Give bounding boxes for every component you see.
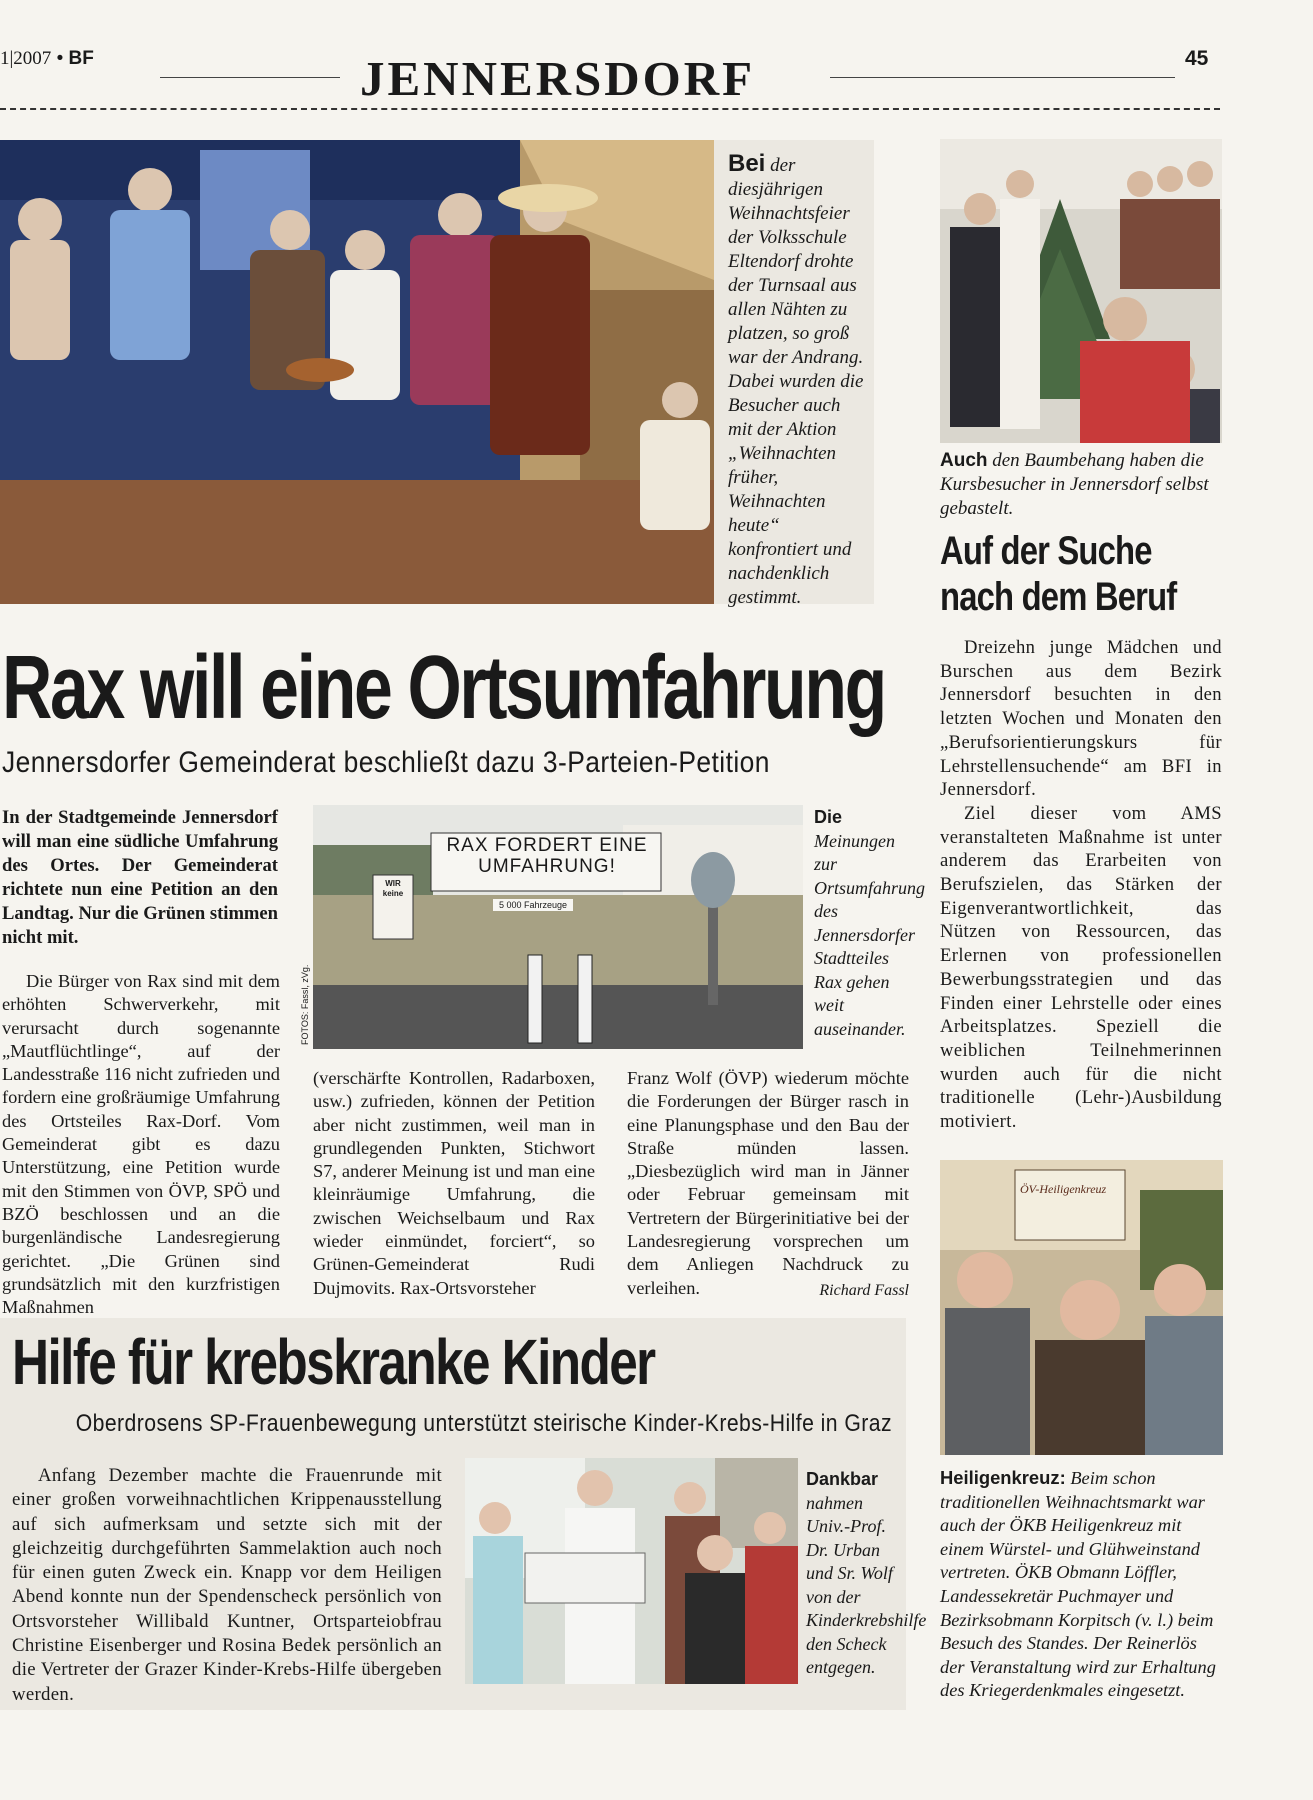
header-rule-right: [830, 77, 1175, 78]
beruf-headline: [940, 528, 1176, 620]
course-group-photo: [940, 139, 1222, 443]
caption-text: der diesjährigen Weihnachtsfeier der Volksschule Eltendorf drohte der Turnsaal aus allen Nähten zu platzen, so groß war der Andrang. Dabei wurden die Besucher auch mit der Aktion „Weihnachten früher, Weihnachten heute“ konfrontiert und nachdenklich gestimmt.: [728, 155, 864, 608]
krebs-body: Anfang Dezember machte die Frauenrunde mit einer großen vorweihnachtlichen Krippenausstellung auf sich aufmerksam und setzte sich mit der gleichzeitig durchgeführten Sammelaktion auch noch für einen guten Zweck ein. Knapp vor dem Heiligen Abend konnte nun der Spendenscheck persönlich von Ortsvorsteher Willibald Kuntner, Ortsparteiobfrau Christine Eisenberger und Rosina Bedek persönlich an die Vertreter der Grazer Kinder-Krebs-Hilfe übergeben werden.: [12, 1465, 442, 1705]
beruf-headline-line1: Auf der Suche: [940, 529, 1152, 573]
header-rule-left: [160, 77, 340, 78]
donation-photo-caption: [806, 1468, 927, 1680]
sign-main-line2: UMFAHRUNG!: [478, 856, 616, 877]
rax-lead: In der Stadtgemeinde Jennersdorf will man eine südliche Umfahrung des Ortes. Der Gemeinderat richtete nun eine Petition an den Landtag. Nur die Grünen stimmen nicht mit.: [2, 807, 279, 948]
beruf-body: [940, 636, 1222, 1134]
rax-column-2: (verschärfte Kontrollen, Radarboxen, usw.) zufrieden, können der Petition aber nicht zustimmen, weil man in grundlegenden Punkten, Stichwort S7, anderer Meinung ist und man eine kleinräumige Umfahrung, die zwischen Weichselbaum und Rax wieder einmündet, forciert“, so Grünen-Gemeinderat Rudi Dujmovits. Rax-Ortsvorsteher: [313, 1068, 595, 1298]
rax-headline: Rax will eine Ortsumfahrung: [2, 638, 885, 738]
course-caption-text: den Baumbehang haben die Kursbesucher in Jennersdorf selbst gebastelt.: [940, 450, 1209, 519]
course-group-image: [940, 139, 1222, 443]
course-photo-caption: [940, 449, 1230, 521]
donation-image: [465, 1458, 798, 1684]
caption-lead: Bei: [728, 150, 766, 177]
paper-name: BF: [68, 48, 94, 69]
christmas-play-photo: [0, 140, 714, 604]
krebs-headline: Hilfe für krebskranke Kinder: [12, 1326, 655, 1398]
heiligenkreuz-image: [940, 1160, 1223, 1455]
beruf-headline-line2: nach dem Beruf: [940, 575, 1177, 619]
donation-caption-lead: Dankbar: [806, 1469, 879, 1489]
issue-number: 1|2007: [0, 48, 52, 69]
krebs-subheadline: Oberdrosens SP-Frauenbewegung unterstützt steirische Kinder-Krebs-Hilfe in Graz: [75, 1410, 893, 1437]
krebs-box: [0, 1318, 927, 1710]
christmas-play-caption: [714, 140, 874, 608]
rax-column-3-text: Franz Wolf (ÖVP) wiederum möchte die Forderungen der Bürger rasch in eine Planungsphase und den Bau der Straße münden lassen. „Diesbezüglich wird man in Jänner oder Februar gemeinsam mit Vertretern der Bürgerinitiative bei der Landesregierung vorsprechen um dem Anliegen Nachdruck zu verleihen.: [627, 1068, 909, 1298]
heiligenkreuz-caption-text: Beim schon traditionellen Weihnachtsmarkt war auch der ÖKB Heiligenkreuz mit einem Würstel- und Glühweinstand vertreten. ÖKB Obmann Löffler, Landessekretär Puchmayer und Bezirksobmann Korpitsch (v. l.) beim Besuch des Standes. Der Reinerlös der Veranstaltung wird zur Erhaltung des Kriegerdenkmales eingesetzt.: [940, 1468, 1216, 1701]
sign-main-text: [433, 835, 661, 877]
heiligenkreuz-caption-lead: Heiligenkreuz:: [940, 1467, 1066, 1488]
sign-main-small: 5 000 Fahrzeuge: [493, 899, 573, 911]
heiligenkreuz-sign: ÖV-Heiligenkreuz: [1020, 1182, 1107, 1196]
rax-author: Richard Fassl: [819, 1281, 909, 1299]
beruf-paragraph-2: Ziel dieser vom AMS veranstalteten Maßnahme ist unter anderem das Erarbeiten von Berufszielen, das Stärken der Eigenverantwortlichkeit, das Nützen von Ressourcen, das Erlernen von professionellen Bewerbungsstrategien und das Finden einer Lehrstelle oder eines Arbeitsplatzes. Speziell die weiblichen Teilnehmerinnen wurden auch für die nicht traditionelle (Lehr-)Ausbildung motiviert.: [940, 802, 1222, 1133]
issue-separator: •: [56, 48, 64, 69]
rax-caption-lead: Die: [814, 807, 843, 827]
rax-column-3: [627, 1067, 909, 1302]
sign-small-line1: WIR: [385, 879, 401, 888]
heiligenkreuz-caption: [940, 1466, 1225, 1703]
issue-info: [0, 48, 94, 70]
rax-sign-photo: [313, 805, 803, 1049]
donation-caption-text: nahmen Univ.-Prof. Dr. Urban und Sr. Wolf von der Kinderkrebshilfe den Scheck entgegen.: [806, 1492, 927, 1677]
beruf-paragraph-1: Dreizehn junge Mädchen und Burschen aus dem Bezirk Jennersdorf besuchten in den letzten Wochen und Monaten den „Berufsorientierungskurs für Lehrstellensuchende“ am BFI in Jennersdorf.: [940, 637, 1222, 801]
course-caption-lead: Auch: [940, 450, 988, 471]
rax-column-1: Die Bürger von Rax sind mit dem erhöhten Schwerverkehr, mit verursacht durch sogenannte „Mautflüchtlinge“, auf der Landesstraße 116 nicht zufrieden und fordern eine großräumige Umfahrung des Ortsteiles Rax-Dorf. Vom Gemeinderat gibt es dazu Unterstützung, eine Petition wurde mit den Stimmen von ÖVP, SPÖ und BZÖ beschlossen und an die burgenländische Landesregierung gerichtet. „Die Grünen sind grundsätzlich mit den kurzfristigen Maßnahmen: [2, 971, 280, 1318]
donation-photo: [465, 1458, 798, 1684]
rax-subheadline: Jennersdorfer Gemeinderat beschließt dazu 3-Parteien-Petition: [2, 746, 770, 779]
rax-photo-credit: FOTOS: Fassl, zVg.: [300, 964, 310, 1045]
heiligenkreuz-photo: [940, 1160, 1223, 1455]
rax-caption-text: Meinungen zur Ortsumfahrung des Jennersdorfer Stadtteiles Rax gehen weit auseinander.: [814, 830, 926, 1039]
header-dashed-rule: [0, 108, 1220, 110]
sign-small-text: [374, 879, 412, 899]
rax-photo-caption: [814, 806, 926, 1041]
section-title: JENNERSDORF: [360, 51, 756, 106]
sign-main-line1: RAX FORDERT EINE: [446, 835, 648, 856]
christmas-play-image: [0, 140, 714, 604]
page-number: 45: [1185, 47, 1209, 70]
sign-small-line2: keine: [382, 889, 404, 898]
